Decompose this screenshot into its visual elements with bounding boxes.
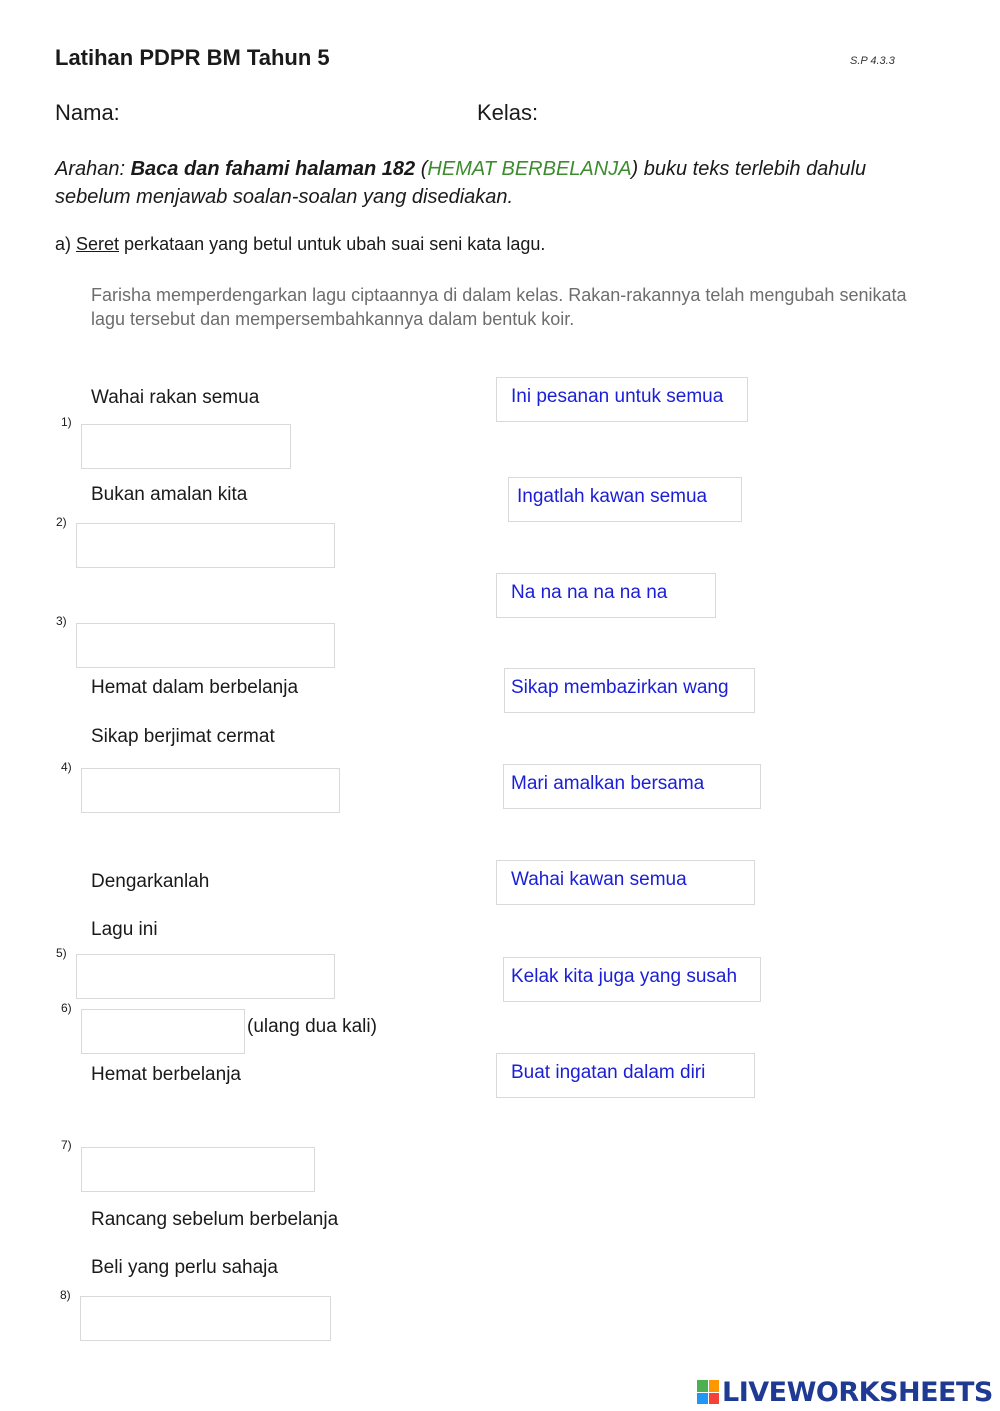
lyric-line: Wahai rakan semua: [91, 387, 260, 408]
repeat-note: (ulang dua kali): [247, 1016, 377, 1037]
passage-text: Farisha memperdengarkan lagu ciptaannya di dalam kelas. Rakan-rakannya telah mengubah senikata lagu tersebut dan mempersembahkannya dalam bentuk koir.: [91, 285, 907, 329]
question-a: [55, 234, 545, 255]
lyric-line: Lagu ini: [91, 919, 158, 940]
blank-number: 3): [56, 614, 67, 628]
lyric-line: Beli yang perlu sahaja: [91, 1257, 278, 1278]
question-rest: perkataan yang betul untuk ubah suai seni kata lagu.: [119, 234, 546, 254]
draggable-option[interactable]: Kelak kita juga yang susah: [503, 957, 761, 1002]
lyric-line: Dengarkanlah: [91, 871, 210, 892]
lyric-line: Hemat dalam berbelanja: [91, 677, 299, 698]
lyric-line: Rancang sebelum berbelanja: [91, 1209, 339, 1230]
drop-zone-1[interactable]: [81, 424, 291, 469]
draggable-option[interactable]: Buat ingatan dalam diri: [496, 1053, 755, 1098]
instruction-bold: Baca dan fahami halaman 182: [130, 158, 416, 180]
logo-text: LIVEWORKSHEETS: [722, 1376, 993, 1408]
liveworksheets-logo: [697, 1374, 993, 1410]
draggable-option[interactable]: Sikap membazirkan wang: [504, 668, 755, 713]
instruction-paren: (: [415, 158, 428, 180]
draggable-option[interactable]: Mari amalkan bersama: [503, 764, 761, 809]
instruction-text: [55, 155, 915, 211]
drop-zone-2[interactable]: [76, 523, 335, 568]
liveworksheets-logo-icon: [697, 1380, 719, 1404]
drop-zone-4[interactable]: [81, 768, 340, 813]
blank-number: 4): [61, 760, 72, 774]
question-prefix: a): [55, 234, 77, 254]
kelas-label: Kelas:: [477, 100, 539, 125]
nama-label: Nama:: [55, 100, 120, 125]
lyric-line: Sikap berjimat cermat: [91, 726, 275, 747]
lyric-line: Hemat berbelanja: [91, 1064, 241, 1085]
draggable-option[interactable]: Na na na na na na: [496, 573, 716, 618]
blank-number: 5): [56, 946, 67, 960]
draggable-option[interactable]: Ini pesanan untuk semua: [496, 377, 748, 422]
drop-zone-3[interactable]: [76, 623, 335, 668]
worksheet-title: Latihan PDPR BM Tahun 5: [55, 45, 330, 70]
blank-number: 6): [61, 1001, 72, 1015]
blank-number: 1): [61, 415, 72, 429]
draggable-option[interactable]: Wahai kawan semua: [496, 860, 755, 905]
instruction-rest: ) buku teks terlebih dahulu sebelum menjawab soalan-soalan yang disediakan.: [55, 158, 867, 208]
drop-zone-6[interactable]: [81, 1009, 245, 1054]
blank-number: 7): [61, 1138, 72, 1152]
blank-number: 8): [60, 1288, 71, 1302]
question-keyword: Seret: [76, 234, 120, 254]
draggable-option[interactable]: Ingatlah kawan semua: [508, 477, 742, 522]
drop-zone-8[interactable]: [80, 1296, 331, 1341]
standard-code: S.P 4.3.3: [850, 55, 895, 67]
drop-zone-5[interactable]: [76, 954, 335, 999]
lyric-line: Bukan amalan kita: [91, 484, 248, 505]
blank-number: 2): [56, 515, 67, 529]
instruction-prefix: Arahan:: [55, 158, 131, 180]
drop-zone-7[interactable]: [81, 1147, 315, 1192]
book-topic: HEMAT BERBELANJA: [427, 158, 632, 180]
